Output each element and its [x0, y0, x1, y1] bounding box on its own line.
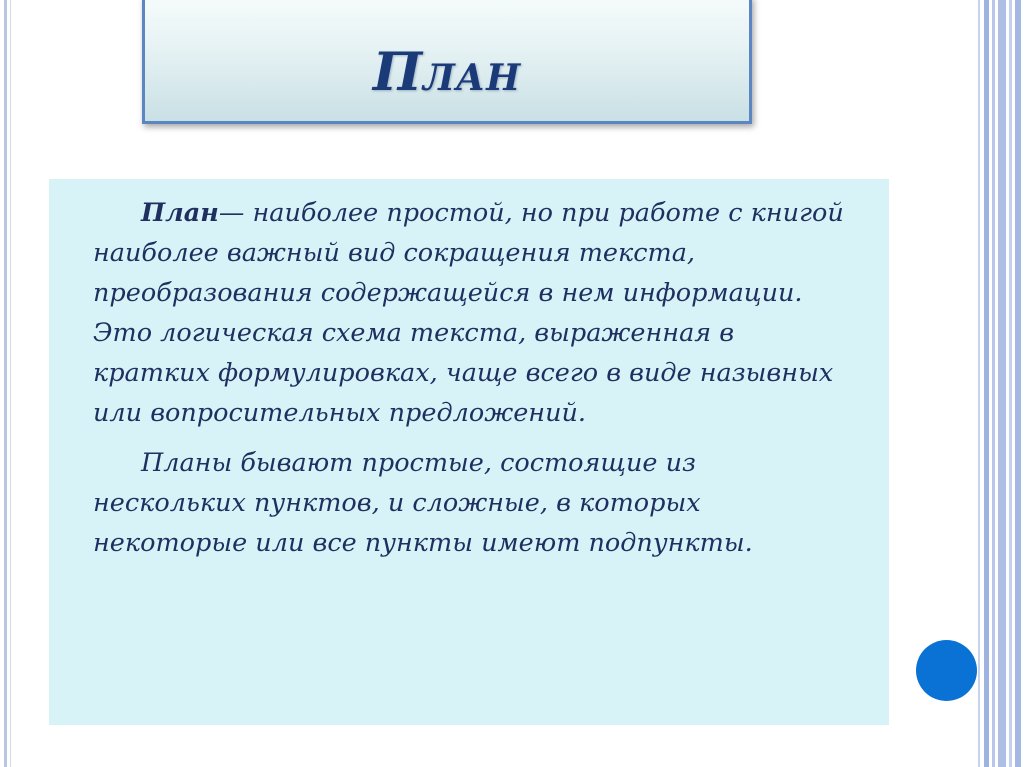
term-plan: План [141, 198, 219, 228]
left-frame-line [4, 0, 7, 767]
stripe [1009, 0, 1012, 767]
paragraph-types: Планы бывают простые, состоящие из нескольких пунктов, и сложные, в которых некоторые или все пункты имеют подпункты. [93, 448, 753, 558]
definition-text: — наиболее простой, но при работе с книгой наиболее важный вид сокращения текста, преобразования содержащейся в нем информации. Это логическая схема текста, выраженная в кратких формулировках, чаще всего в виде назывных или вопросительных предложений. [93, 198, 844, 428]
stripe [1015, 0, 1021, 767]
slide-title: План [372, 41, 522, 103]
content-box [49, 179, 889, 725]
stripe [978, 0, 980, 767]
title-box [142, 0, 752, 124]
stripe [984, 0, 989, 767]
right-decorative-stripes [978, 0, 1024, 767]
stripe [992, 0, 995, 767]
paragraph-definition [93, 193, 855, 433]
left-frame-thin-line [10, 0, 11, 767]
stripe [998, 0, 1006, 767]
decorative-circle-icon [916, 640, 977, 701]
